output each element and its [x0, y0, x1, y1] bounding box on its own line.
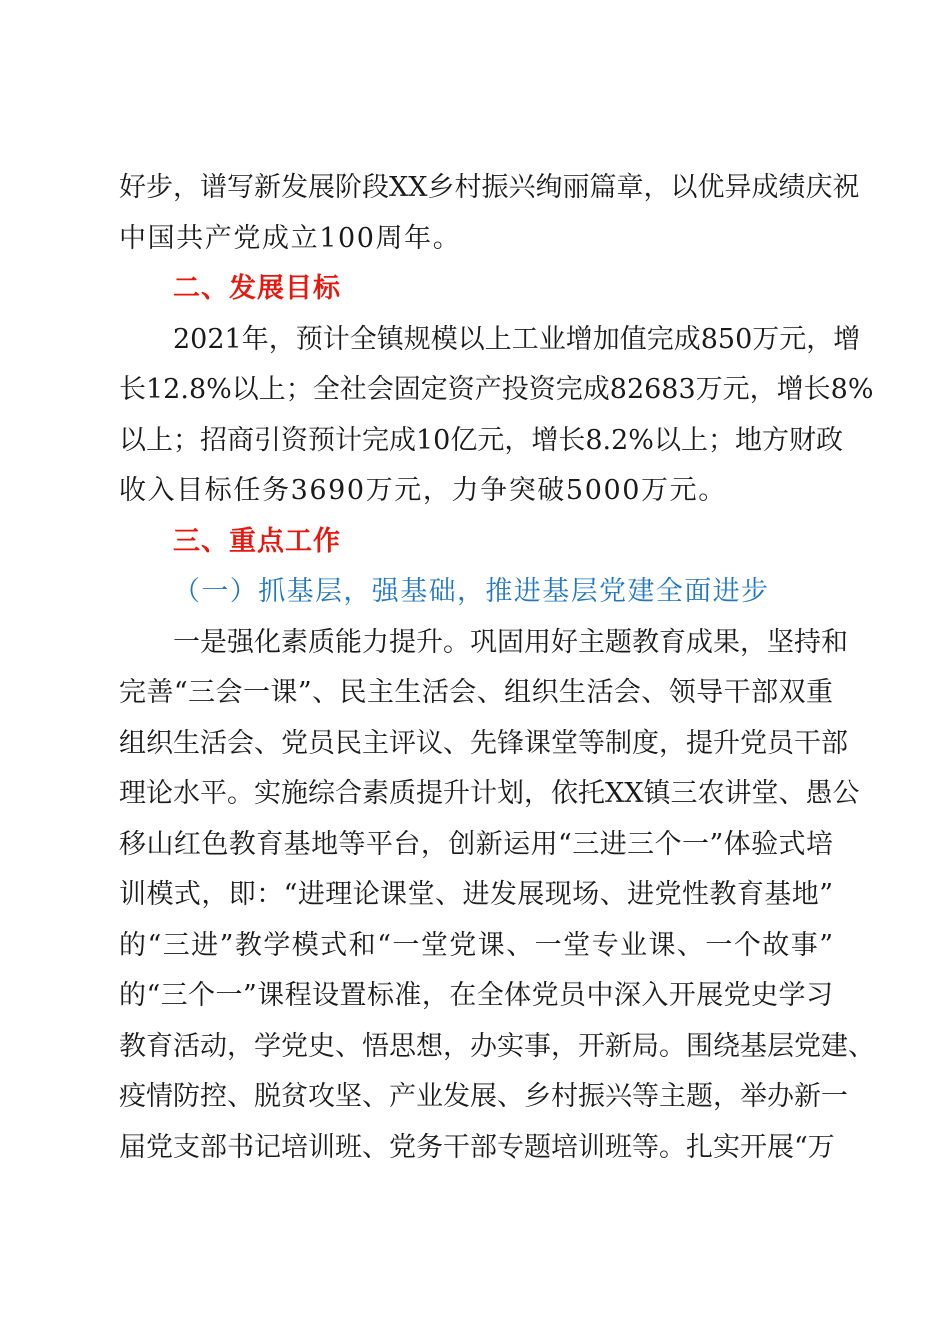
paragraph-line: 届党支部书记培训班、党务干部专题培训班等。扎实开展“万: [119, 1131, 835, 1163]
paragraph-line: 长12.8%以上；全社会固定资产投资完成82683万元，增长8%: [119, 374, 874, 405]
paragraph-line: 疫情防控、脱贫攻坚、产业发展、乡村振兴等主题，举办新一: [119, 1081, 848, 1112]
paragraph-line: 的“三个一”课程设置标准，在全体党员中深入开展党史学习: [119, 980, 833, 1011]
paragraph-line: 一是强化素质能力提升。巩固用好主题教育成果，坚持和: [173, 626, 848, 658]
paragraph-line: 移山红色教育基地等平台，创新运用“三进三个一”体验式培: [119, 828, 833, 860]
paragraph-line: 以上；招商引资预计完成10亿元，增长8.2%以上；地方财政: [119, 424, 843, 456]
paragraph-line: 好步，谱写新发展阶段XX乡村振兴绚丽篇章，以优异成绩庆祝: [119, 172, 860, 203]
paragraph-line: 组织生活会、党员民主评议、先锋课堂等制度，提升党员干部: [119, 727, 848, 759]
paragraph-line: 完善“三会一课”、民主生活会、组织生活会、领导干部双重: [119, 677, 833, 708]
subsection-heading: （一）抓基层，强基础，推进基层党建全面进步: [173, 576, 770, 607]
document-body: [119, 163, 875, 1173]
paragraph-line: 的“三进”教学模式和“一堂党课、一堂专业课、一个故事”: [119, 929, 833, 961]
paragraph-line: 理论水平。实施综合素质提升计划，依托XX镇三农讲堂、愚公: [119, 778, 860, 809]
paragraph-line: 教育活动，学党史、悟思想，办实事，开新局。围绕基层党建、: [119, 1030, 875, 1062]
paragraph-line: 收入目标任务3690万元，力争突破5000万元。: [119, 475, 727, 506]
section-heading-goals: 二、发展目标: [173, 273, 341, 304]
section-heading-key-work: 三、重点工作: [173, 525, 341, 557]
paragraph-line: 2021年，预计全镇规模以上工业增加值完成850万元，增: [173, 323, 861, 355]
paragraph-line: 训模式，即：“进理论课堂、进发展现场、进党性教育基地”: [119, 879, 833, 910]
paragraph-line: 中国共产党成立100周年。: [119, 222, 462, 254]
